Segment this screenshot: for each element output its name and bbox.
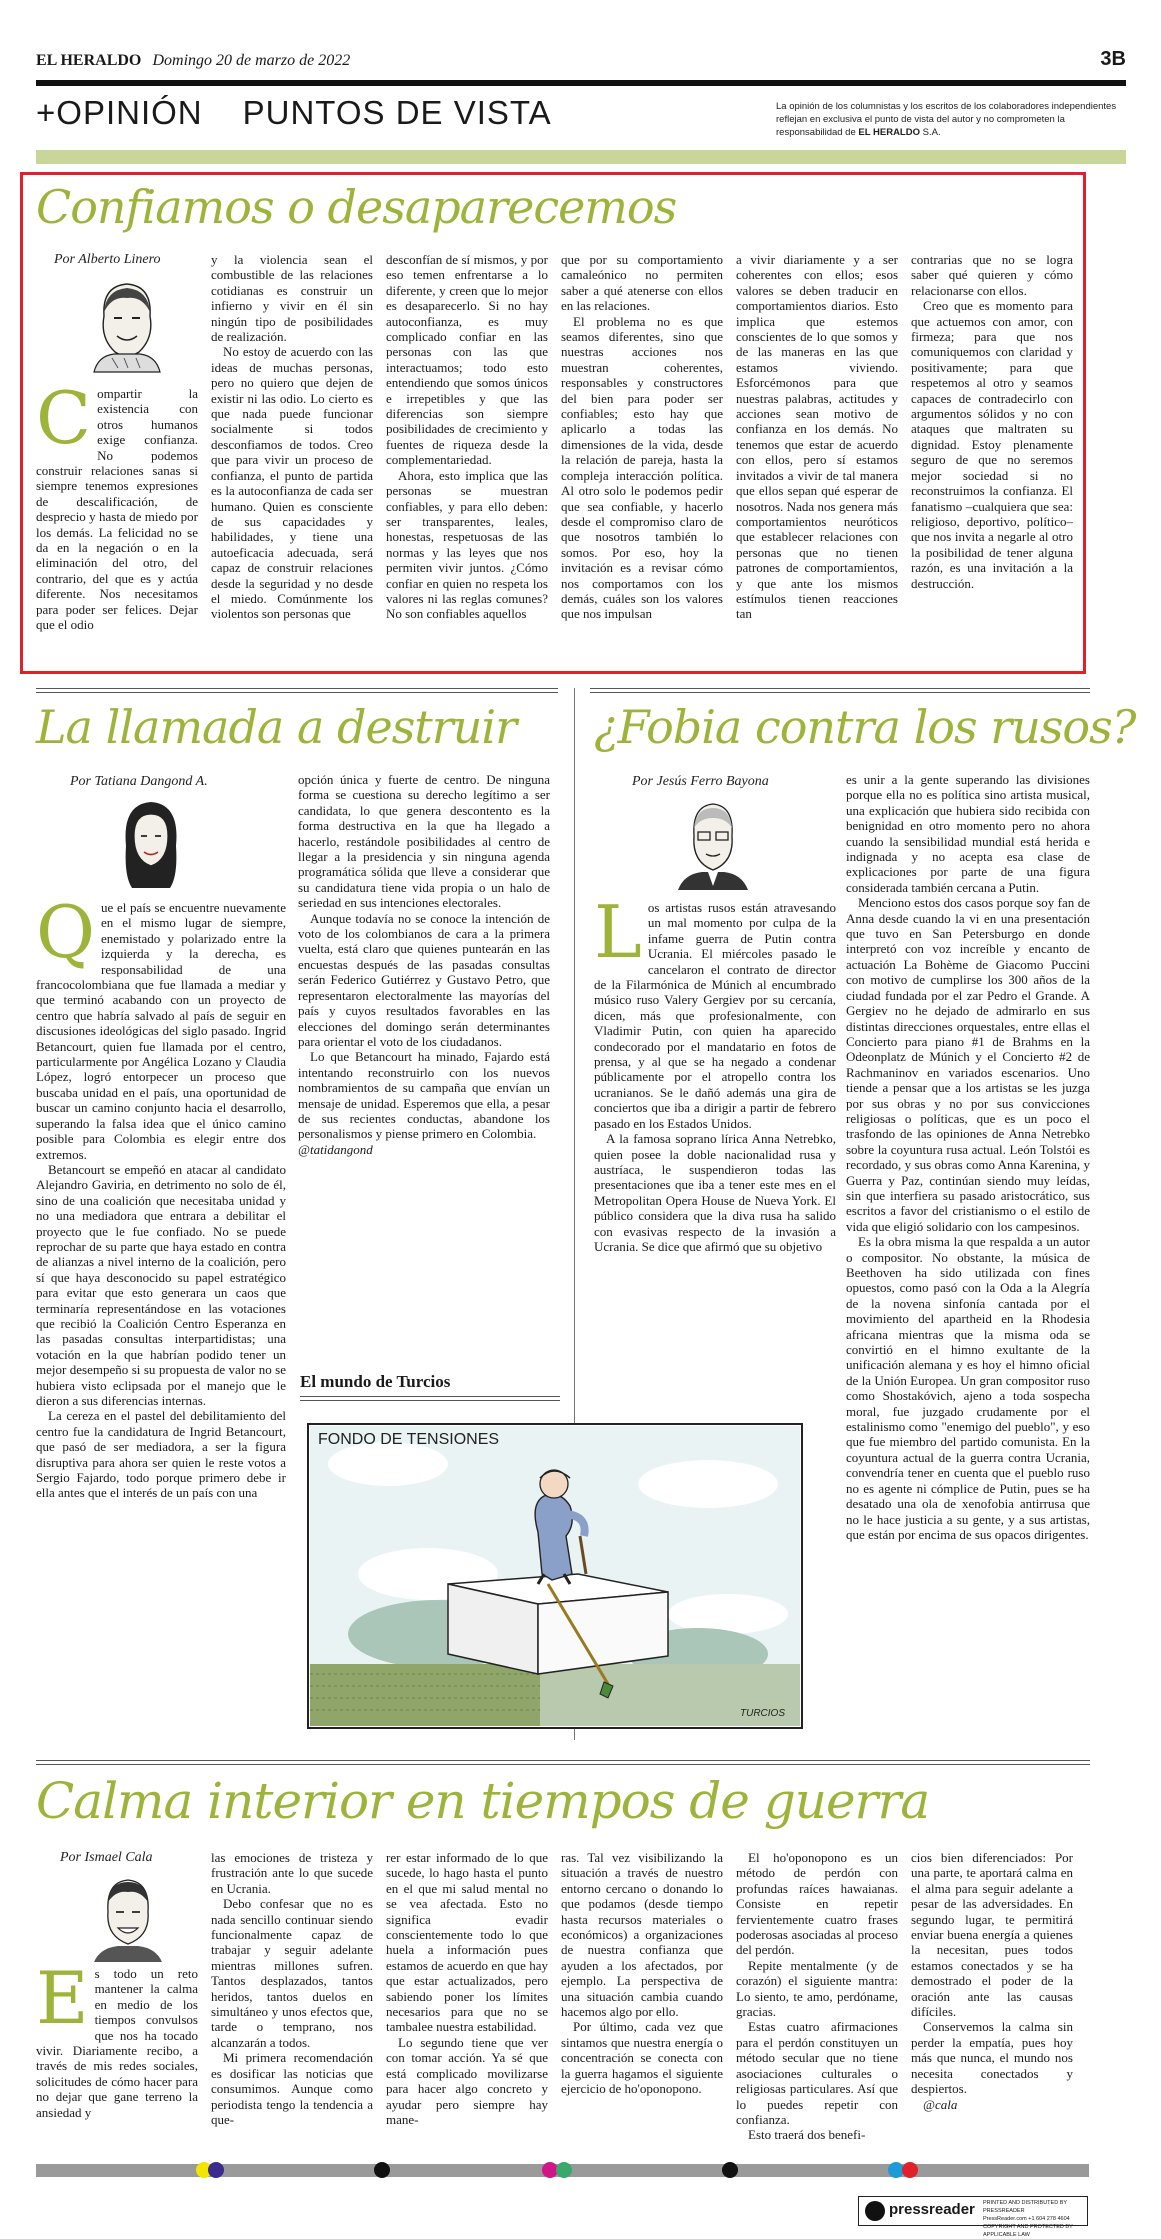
pressreader-legal <box>983 2199 1087 2239</box>
paragraph: ras. Tal vez visibilizando la situación a través de nuestro entorno cercano o donando lo que podamos (desde tiempo hasta recursos materiales o económicos) a organizaciones de nuestra confianza que ayuden a los afectados, por ejemplo. La perspectiva de una situación cambia cuando hacemos algo por ello. <box>561 1850 723 2020</box>
paper-name: EL HERALDO <box>36 52 142 69</box>
article-column <box>298 772 550 1332</box>
masthead <box>36 50 1126 74</box>
registration-dot <box>208 2162 224 2178</box>
paragraph: ompartir la existencia con otros humanos exige confianza. No podemos construir relaciones sanas si siempre tenemos expresiones de descalificación, de desprecio y hasta de miedo por los demás. La felicidad no se da en la negación o en la eliminación del otro, del contrario, del que es y actúa diferente. Nos necesitamos para poder ser felices. Dejar que el odio <box>36 386 198 633</box>
cartoonist-signature: TURCIOS <box>740 1708 785 1719</box>
paragraph: Repite mentalmente (y de corazón) el siguiente mantra: Lo siento, te amo, perdóname, gracias. <box>736 1957 898 2020</box>
divider <box>36 1760 1090 1761</box>
byline-dangond: Por Tatiana Dangond A. <box>70 774 208 789</box>
article-column <box>911 1850 1073 2156</box>
divider <box>590 688 1090 689</box>
paragraph: Conservemos la calma sin perder la empatía, pues hoy más que nunca, el mundo nos necesita conectados y despiertos. <box>911 2019 1073 2097</box>
paragraph: Lo segundo tiene que ver con tomar acción. Ya sé que está complicado movilizarse para hacer algo concreto y ayudar pero siempre hay mane- <box>386 2034 548 2127</box>
drop-cap: C <box>36 376 92 460</box>
page-number: 3B <box>1100 48 1126 70</box>
author-portrait-dangond <box>108 796 194 890</box>
paragraph: El problema no es que seamos diferentes, sino que nuestras acciones nos muestran coherentes, responsables y constructores del bien para poder ser confiables; esto hay que aplicarlo a todas las dimensiones de la vida, desde la relación de pareja, hasta la compleja interacción política. Al otro solo le podemos pedir que sea confiable, y hacerlo desde el compromiso claro de que nosotros también lo somos. Por eso, hoy la invitación es a revisar cómo nos comportamos con los demás, cuáles son los valores que nos impulsan <box>561 313 723 622</box>
paragraph: Betancourt se empeñó en atacar al candidato Alejandro Gaviria, en detrimento no solo de él, sino de una coalición que necesitaba unidad y no una mediadora que entrara a debilitar el proyecto que le fue confiado. No se puede reprochar de su parte que haya estado en contra de alianzas a nivel interno de la coalición, pero sí que haya desconocido su papel estratégico para evitar que esto generara un caos que terminaría representándose en las votaciones que recibió la Coalición Centro Esperanza en las pasadas consultas interpartidistas; una votación en la que habrían podido tener un mejor desempeño si su propuesta de valor no se hubiera visto eclipsada por el manejo que le dieron a sus diferencias internas. <box>36 1161 286 1408</box>
disclaimer-brand: EL HERALDO <box>858 127 920 138</box>
article-column <box>36 376 198 668</box>
paragraph: Menciono estos dos casos porque soy fan de Anna desde cuando la vi en una presentación que tuvo en San Petersburgo en donde interpretó con voz increíble y encanto de actuación La Bohème de Giacomo Puccini con motivo de cumplirse los 300 años de la ciudad fundada por el zar Pedro el Grande. A Gergiev no he dejado de admirarlo en sus distintas direcciones orquestales, entre ellas el Concierto para piano #1 de Brahms en la Odeonplatz de Múnich y el Concierto #2 de Rachmaninov en variados escenarios. Uno tiende a pensar que a los artistas se les juzga por sus obras y no por sus convicciones religiosas o políticas, que es un poco el trasfondo de las opiniones de Anna Netrebko sobre la coyuntura rusa actual. León Tolstói es recordado, y sus obras como Anna Karenina, y Guerra y Paz, continúan siendo muy leídas, sin que interfiera su pasado aristocrático, sus escritos a favor del cristianismo o el estilo de vida que eligió solidario con los campesinos. <box>846 895 1090 1234</box>
paragraph: ue el país se encuentre nuevamente en el mismo lugar de siempre, enemistado y polarizado entre la izquierda y la derecha, es responsabilidad de una francocolombiana que fue llamada a mediar y que terminó acabando con un proyecto de centro que habría salvado al país de seguir en discusiones ideológicas del siglo pasado. Ingrid Betancourt, quien fue llamada por el centro, particularmente por Angélica Lozano y Claudia López, logró entorpecer un proceso que buscaba unidad en el país, una oportunidad de buscar un camino conjunto hacia el desarrollo, superando la falsa idea que el único camino posible para Colombia es elegir entre dos extremos. <box>36 900 286 1162</box>
paragraph: las emociones de tristeza y frustración ante lo que sucede en Ucrania. <box>211 1850 373 1896</box>
article-column <box>386 252 548 668</box>
article-column <box>561 252 723 668</box>
article-title-fobia: ¿Fobia contra los rusos? <box>594 700 1136 754</box>
drop-cap: L <box>594 890 642 974</box>
byline-cala: Por Ismael Cala <box>60 1850 153 1865</box>
section-header <box>36 94 552 132</box>
legal-line: COPYRIGHT AND PROTECTED BY APPLICABLE LAW <box>983 2224 1073 2238</box>
registration-dot <box>722 2162 738 2178</box>
pressreader-badge[interactable] <box>858 2196 1088 2238</box>
paragraph: No estoy de acuerdo con las ideas de muchas personas, pero no quiero que dejen de existir ni las odio. Lo cierto es que nada puede funcionar socialmente si todos desconfiamos de todos. Creo que para vivir un proceso de confianza, el punto de partida es la autoconfianza de cada ser humano. Quien es consciente de sus capacidades y habilidades, y tiene una autoeficacia adecuada, será capaz de construir relaciones desde la seguridad y no desde el miedo. Comúnmente los violentos son personas que <box>211 344 373 622</box>
divider <box>36 692 558 693</box>
divider <box>300 1396 560 1397</box>
paragraph: Ahora, esto implica que las personas se muestran confiables, y para ello deben: ser transparentes, leales, honestas, respetuosas de las normas y las leyes que nos permiten vivir juntos. ¿Cómo confiar en quien no respeta los valores ni las reglas comunes? No son confiables aquellos <box>386 467 548 622</box>
disclaimer-suffix: S.A. <box>920 127 941 138</box>
masthead-rule <box>36 80 1126 86</box>
author-portrait-ferro <box>670 796 756 890</box>
article-column <box>911 252 1073 668</box>
byline-ferro: Por Jesús Ferro Bayona <box>632 774 769 789</box>
disclaimer-text: La opinión de los columnistas y los escritos de los colaboradores independientes reflejan en exclusiva el punto de vista del autor y no comprometen la responsabilidad de <box>776 101 1117 138</box>
paragraph: os artistas rusos están atravesando un mal momento por culpa de la infame guerra de Putin contra Ucrania. El miércoles pasado le cancelaron el contrato de director de la Filarmónica de Múnich al encumbrado músico ruso Valery Gergiev por su cercanía, dicen, más que profesionalmente, con Vladimir Putin, con quien ha aparecido condecorado por el mandatario en fotos de prensa, y al que se ha negado a condenar públicamente por el atropello contra los ucranianos. Se le dañó además una gira de conciertos que iba a dirigir a partir de febrero pasado en los Estados Unidos. <box>594 900 836 1131</box>
paragraph: Esto traerá dos benefi- <box>748 2127 866 2143</box>
disclaimer <box>776 100 1128 139</box>
article-column <box>846 772 1090 1740</box>
paragraph: cios bien diferenciados: Por una parte, te aportará calma en el alma para seguir adelante a pesar de las adversidades. En segundo lugar, te permitirá enviar buena energía a quienes la necesitan, pues todos estamos conectados y se ha demostrado el poder de la oración ante las causas difíciles. <box>911 1850 1073 2020</box>
paragraph: y la violencia sean el combustible de las relaciones cotidianas es construir un infierno y vivir en él sin ningún tipo de posibilidades de realización. <box>211 252 373 345</box>
paragraph: Debo confesar que no es nada sencillo continuar siendo funcionalmente capaz de trabajar y seguir adelante mientras millones sufren. Tantos desplazados, tantos heridos, tantos duelos en simultáneo y unos efectos que, tarde o temprano, nos alcanzarán a todos. <box>211 1896 373 2050</box>
registration-dot <box>374 2162 390 2178</box>
paragraph: contrarias que no se logra saber qué quieren y cómo relacionarse con ellos. <box>911 252 1073 298</box>
legal-line: PressReader.com +1 604 278 4604 <box>983 2216 1070 2222</box>
drop-cap: E <box>36 1956 89 2040</box>
article-column <box>736 252 898 668</box>
paragraph: El ho'oponopono es un método de perdón con profundas raíces hawaianas. Consiste en repetir fervientemente cuatro frases poderosas asociadas al proceso del perdón. <box>736 1850 898 1958</box>
paragraph: es unir a la gente superando las divisiones porque ella no es política sino artista musical, una explicación que hubiera sido recibida con benignidad en otro momento pero no ahora cuando la sensibilidad mundial está herida e indignada y no acepta esa clase de explicaciones por parte de una figura considerada también cercana a Putin. <box>846 772 1090 895</box>
article-column <box>594 890 836 1740</box>
paragraph: opción única y fuerte de centro. De ninguna forma se cuestiona su derecho legítimo a ser candidata, lo que genera descontento es la forma destructiva en la que ha llegado a hacerlo, restándole posibilidades al centro de llegar a la presidencia y sin ninguna agenda programática sólida que lleve a considerar que su candidatura tiene vida propia o un halo de seriedad en sus intenciones electorales. <box>298 772 550 911</box>
issue-date: Domingo 20 de marzo de 2022 <box>152 52 351 69</box>
divider <box>300 1400 560 1401</box>
paragraph: A la famosa soprano lírica Anna Netrebko, quien posee la doble nacionalidad rusa y austríaca, le suspendieron todas las presentaciones que iba a tener este mes en el Metropolitan Opera House de Nueva York. El público considera que la diva rusa ha salido con evasivas respecto de la invasión a Ucrania. Se dice que afirmó que su objetivo <box>594 1131 836 1254</box>
paragraph: Es la obra misma la que respalda a un autor o compositor. No obstante, la música de Beethoven ha sido utilizada con fines opuestos, como pasó con la Oda a la Alegría de la novena sinfonía cantada por el movimiento del apartheid en la Rhodesia africana mientras que la misma oda se convirtió en el himno exultante de la unificación alemana y es hoy el himno oficial de la Unión Europea. Un gran compositor ruso como Shostakóvich, ajeno a toda sospecha moral, fue juzgado crudamente por el estalinismo como "enemigo del pueblo", y eso que fue miembro del partido comunista. En la coyuntura actual de la guerra contra Ucrania, convendría tener en cuenta que el pueblo ruso no es agente ni cómplice de Putin, pues se ha desatado una ola de xenofobia antirrusa que no le hace justicia a su gente, y a sus artistas, que están por encima de sus opacos dirigentes. <box>846 1234 1090 1542</box>
paragraph: Lo que Betancourt ha minado, Fajardo está intentando reconstruirlo con los nuevos nombramientos de su campaña que envían un mensaje de unidad. Esperemos que ella, a pesar de sus recientes conductas, abandone los personalismos y piense primero en Colombia. <box>298 1049 550 1142</box>
divider <box>36 1764 1090 1765</box>
paragraph: a vivir diariamente y a ser coherentes con ellos; esos valores se deben traducir en comportamientos diarios. Esto implica que estemos conscientes de lo que somos y de las maneras en las que estamos viviendo. Esforcémonos para que nuestras palabras, actitudes y acciones sean motivo de confianza en los demás. No tenemos que estar de acuerdo con ellos, pero sí estamos invitados a vivir de tal manera que ellos sepan qué esperar de nosotros. Nada nos genera más comportamientos neuróticos que establecer relaciones con personas que no tienen patrones de comportamientos, y que ante los mismos estímulos tienen reacciones tan <box>736 252 898 622</box>
cartoon-heading: El mundo de Turcios <box>300 1372 451 1391</box>
article-column <box>211 1850 373 2156</box>
author-portrait-cala <box>88 1872 168 1962</box>
paragraph: desconfían de sí mismos, y por eso temen enfrentarse a lo diferente, y creen que lo mejor es desaparecerlo. Si no hay autoconfianza, es muy complicado confiar en las personas con las que interactuamos; todo esto entendiendo que somos únicos e irrepetibles y que las diferencias son siempre posibilidades de crecimiento y fuentes de riqueza desde la complementariedad. <box>386 252 548 468</box>
paragraph: Mi primera recomendación es dosificar las noticias que consumimos. Aunque como periodista tengo la tendencia a que- <box>211 2050 373 2127</box>
paragraph: La cereza en el pastel del debilitamiento del centro fue la candidatura de Ingrid Betancourt, que pasó de ser mediadora, a ser la figura disruptiva para ahora ser quien le reste votos a Sergio Fajardo, todo porque primero debe ir ella antes que el interés de un país con una <box>36 1408 286 1501</box>
author-portrait-linero <box>84 276 170 372</box>
paragraph: Por último, cada vez que sintamos que nuestra energía o concentración se conecta con la guerra hagamos el siguiente ejercicio de ho'oponopono. <box>561 2019 723 2097</box>
paragraph: que por su comportamiento camaleónico no permiten saber a qué atenerse con ellos en las relaciones. <box>561 252 723 314</box>
paragraph: rer estar informado de lo que sucede, lo hago hasta el punto en el que mi salud mental no se vea afectada. Esto no significa evadir conscientemente todo lo que huela a información pues estamos de acuerdo en que hay que estar actualizados, pero sabiendo poner los límites necesarios para que no se tambalee nuestra estabilidad. <box>386 1850 548 2035</box>
article-column <box>36 1956 198 2156</box>
registration-dot <box>556 2162 572 2178</box>
pressreader-icon <box>865 2201 885 2221</box>
article-column <box>561 1850 723 2156</box>
article-title-confiamos: Confiamos o desaparecemos <box>36 180 677 234</box>
section-accent-bar <box>36 150 1126 164</box>
pressreader-brand: pressreader <box>889 2201 975 2218</box>
byline-linero: Por Alberto Linero <box>54 252 161 267</box>
author-handle: @tatidangond <box>298 1141 373 1157</box>
divider <box>590 692 1090 693</box>
article-title-calma: Calma interior en tiempos de guerra <box>36 1772 930 1830</box>
paragraph: Aunque todavía no se conoce la intención de voto de los colombianos de cara a la primera vuelta, está claro que quienes puntearán en las encuestas después de las pasadas consultas serán Federico Gutiérrez y Gustavo Petro, que representaron electoralmente las mayorías del país y cuyos resultados favorables en las elecciones del domingo serán determinantes para orientar el voto de los ciudadanos. <box>298 910 550 1049</box>
article-column <box>386 1850 548 2156</box>
section-subtitle: PUNTOS DE VISTA <box>242 94 552 131</box>
article-column <box>736 1850 898 2156</box>
drop-cap: Q <box>36 890 96 974</box>
paragraph: Creo que es momento para que actuemos con amor, con firmeza; para que nos comuniquemos con claridad y positivamente; para que respetemos al otro y seamos capaces de contradecirlo con argumentos sólidos y no con ataques que maltraten su dignidad. Estoy plenamente seguro de que no seremos mejor sociedad si no reconstruimos la confianza. El fanatismo –cualquiera que sea: religioso, deportivo, político– que nos invita a negarle al otro la posibilidad de tener alguna razón, es una invitación a la destrucción. <box>911 298 1073 591</box>
paragraph: s todo un reto mantener la calma en medio de los tiempos convulsos que nos ha tocado vivir. Diariamente recibo, a través de mis redes sociales, solicitudes de cómo hacer para no dejar que gane terreno la ansiedad y <box>36 1966 198 2120</box>
article-title-llamada: La llamada a destruir <box>36 700 517 754</box>
registration-dot <box>902 2162 918 2178</box>
article-column <box>211 252 373 668</box>
cartoon-label: FONDO DE TENSIONES <box>318 1431 500 1448</box>
legal-line: PRINTED AND DISTRIBUTED BY PRESSREADER <box>983 2200 1067 2214</box>
divider <box>36 688 558 689</box>
section-title: +OPINIÓN <box>36 94 203 131</box>
paragraph: Estas cuatro afirmaciones para el perdón constituyen un método secular que no tiene asociaciones culturales o religiosas particulares. Así que lo puedes repetir con confianza. <box>736 2019 898 2127</box>
author-handle: @cala <box>923 2096 958 2112</box>
article-column <box>36 890 286 1730</box>
